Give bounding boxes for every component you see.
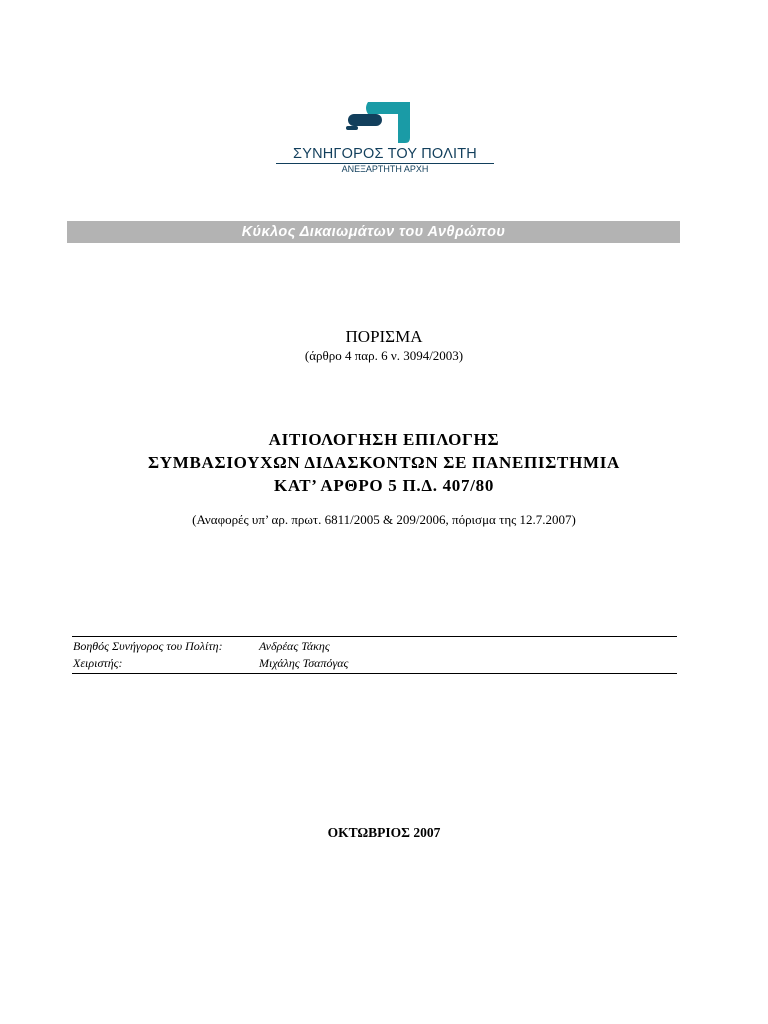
ombudsman-arrow-icon	[346, 96, 416, 144]
references-line: (Αναφορές υπ’ αρ. πρωτ. 6811/2005 & 209/2006, πόρισμα της 12.7.2007)	[192, 512, 576, 527]
logo-subtitle: ΑΝΕΞΑΡΤΗΤΗ ΑΡΧΗ	[341, 164, 429, 174]
document-type-heading: ΠΟΡΙΣΜΑ	[345, 327, 423, 346]
document-date: ΟΚΤΩΒΡΙΟΣ 2007	[327, 825, 441, 840]
staff-role: Χειριστής:	[73, 656, 123, 670]
title-line-2: ΣΥΜΒΑΣΙΟΥΧΩΝ ΔΙΔΑΣΚΟΝΤΩΝ ΣΕ ΠΑΝΕΠΙΣΤΗΜΙΑ	[147, 453, 621, 472]
staff-table-bottom-rule	[72, 673, 677, 674]
legal-basis-line: (άρθρο 4 παρ. 6 ν. 3094/2003)	[304, 348, 464, 363]
staff-role: Βοηθός Συνήγορος του Πολίτη:	[73, 639, 223, 653]
logo	[270, 96, 500, 178]
staff-name: Ανδρέας Τάκης	[259, 639, 330, 653]
staff-name: Μιχάλης Τσαπόγας	[259, 656, 349, 670]
title-line-3: ΚΑΤ’ ΑΡΘΡΟ 5 Π.Δ. 407/80	[273, 476, 495, 495]
staff-table	[72, 636, 677, 674]
logo-name: ΣΥΝΗΓΟΡΟΣ ΤΟΥ ΠΟΛΙΤΗ	[293, 146, 477, 162]
title-line-1: ΑΙΤΙΟΛΟΓΗΣΗ ΕΠΙΛΟΓΗΣ	[268, 430, 500, 449]
staff-table-top-rule	[72, 636, 677, 637]
section-banner: Κύκλος Δικαιωμάτων του Ανθρώπου	[67, 221, 680, 243]
document-title	[0, 428, 768, 497]
